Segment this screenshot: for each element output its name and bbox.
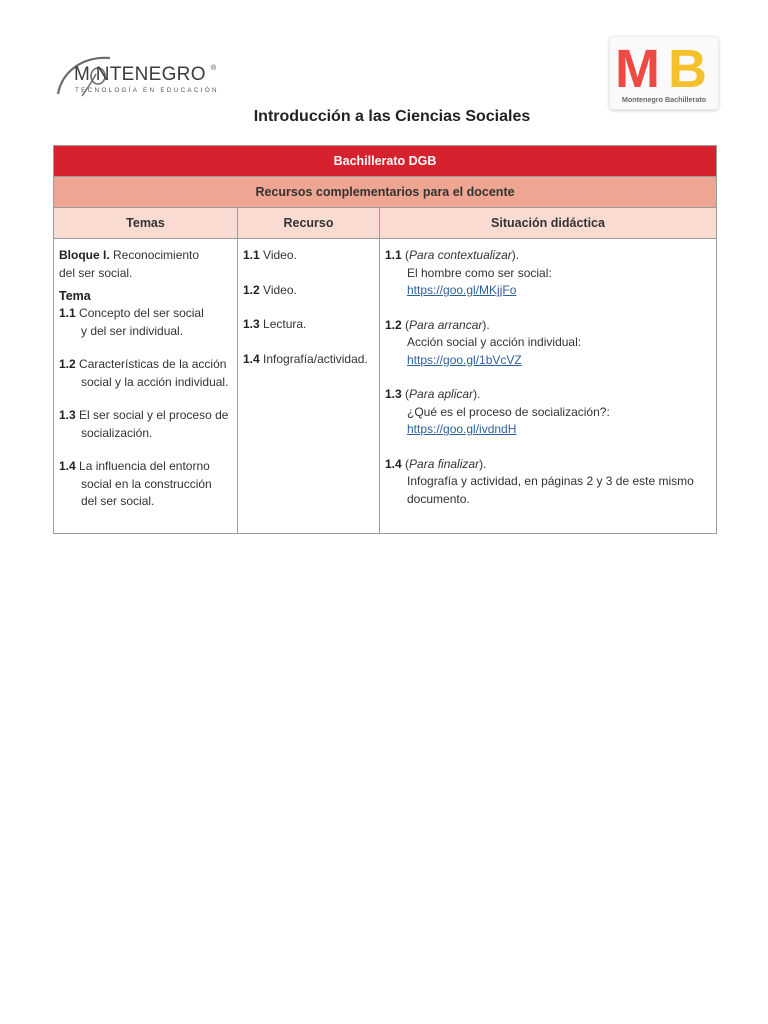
table-subbanner-row (54, 177, 717, 208)
header-recurso: Recurso (238, 208, 380, 239)
tema-item: 1.2 Características de la acción social y la acción individual. (59, 357, 229, 389)
montenegro-logo (52, 52, 227, 102)
tema-item: 1.4 La influencia del entorno social en la construcción del ser social. (59, 459, 212, 508)
table-banner: Bachillerato DGB (54, 146, 717, 177)
logo-registered-mark: ® (211, 65, 217, 72)
recurso-item: 1.3 Lectura. (243, 317, 307, 331)
recurso-item: 1.2 Video. (243, 282, 297, 297)
situacion-item: 1.2 (Para arrancar). Acción social y acción individual: https://goo.gl/1bVcVZ (385, 317, 582, 367)
header-situacion: Situación didáctica (380, 208, 717, 239)
tema-item: 1.3 El ser social y el proceso de socialización. (59, 408, 229, 440)
bloque-text: del ser social. (59, 265, 133, 280)
table-row (54, 239, 717, 534)
mb-logo-subtitle: Montenegro Bachillerato (621, 95, 707, 104)
tema-heading: Tema (59, 289, 91, 303)
tema-item: 1.1 Concepto del ser social y del ser individual. (59, 306, 204, 338)
recurso-cell (238, 239, 380, 534)
link-socialization-1[interactable]: https://goo.gl/MKjjFo (407, 283, 517, 297)
mb-logo-m: M (615, 39, 660, 99)
temas-cell (54, 239, 238, 534)
table-banner-row (54, 146, 717, 177)
situacion-item: 1.4 (Para finalizar). Infografía y actividad, en páginas 2 y 3 de este mismo documento. (385, 456, 694, 506)
link-socialization-3[interactable]: https://goo.gl/ivdndH (407, 422, 517, 436)
bloque-label: Bloque I. Reconocimiento (59, 248, 200, 262)
mb-logo (609, 36, 719, 110)
resources-table (53, 145, 717, 534)
mb-logo-b: B (668, 39, 707, 99)
logo-wordmark: M NTENEGRO (74, 64, 206, 85)
table-subbanner: Recursos complementarios para el docente (54, 177, 717, 208)
situacion-cell (380, 239, 717, 534)
document-title: Introducción a las Ciencias Sociales (253, 108, 531, 125)
situacion-item: 1.1 (Para contextualizar). El hombre como ser social: https://goo.gl/MKjjFo (385, 248, 552, 297)
logo-tagline: TECNOLOGÍA EN EDUCACIÓN (75, 87, 219, 94)
recurso-item: 1.1 Video. (243, 248, 297, 262)
recurso-item: 1.4 Infografía/actividad. (243, 351, 368, 366)
link-socialization-2[interactable]: https://goo.gl/1bVcVZ (407, 352, 522, 367)
table-header-row (54, 208, 717, 239)
header-temas: Temas (54, 208, 238, 239)
situacion-item: 1.3 (Para aplicar). ¿Qué es el proceso de socialización?: https://goo.gl/ivdndH (385, 387, 610, 436)
